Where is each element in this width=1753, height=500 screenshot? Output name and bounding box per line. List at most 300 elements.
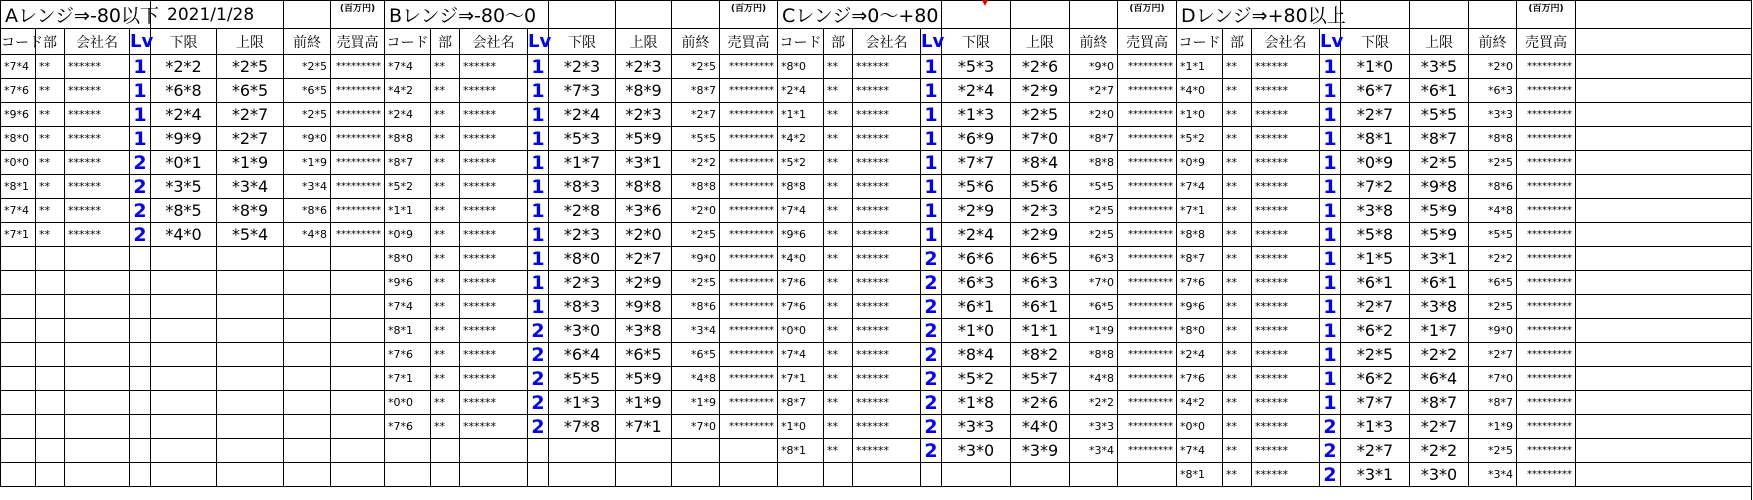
volume-cell[interactable]: *********: [1517, 439, 1576, 463]
company-name-cell[interactable]: ******: [853, 127, 921, 151]
prev-close-cell[interactable]: *4*8: [672, 367, 720, 391]
prev-close-cell[interactable]: *2*0: [1469, 55, 1517, 79]
bu-cell[interactable]: **: [36, 223, 65, 247]
company-name-cell[interactable]: [65, 247, 130, 271]
high-cell[interactable]: *3*0: [1410, 463, 1469, 487]
lv-cell[interactable]: 1: [1320, 127, 1341, 151]
volume-cell[interactable]: *********: [1118, 175, 1177, 199]
lv-cell[interactable]: 2: [921, 319, 942, 343]
high-cell[interactable]: *8*2: [1011, 343, 1070, 367]
code-cell[interactable]: [1, 343, 36, 367]
code-cell[interactable]: *2*4: [1177, 343, 1223, 367]
company-name-cell[interactable]: ******: [460, 151, 528, 175]
lv-cell[interactable]: 2: [1320, 463, 1341, 487]
lv-cell[interactable]: 1: [1320, 271, 1341, 295]
header-bu[interactable]: 部: [1223, 29, 1252, 55]
company-name-cell[interactable]: [65, 439, 130, 463]
low-cell[interactable]: *8*3: [549, 295, 616, 319]
code-cell[interactable]: *7*4: [385, 55, 431, 79]
volume-cell[interactable]: [1118, 463, 1177, 487]
company-name-cell[interactable]: [853, 463, 921, 487]
prev-close-cell[interactable]: *2*7: [1469, 343, 1517, 367]
prev-close-cell[interactable]: *8*8: [1469, 127, 1517, 151]
high-cell[interactable]: [616, 463, 672, 487]
volume-cell[interactable]: *********: [1118, 55, 1177, 79]
low-cell[interactable]: *2*8: [549, 199, 616, 223]
high-cell[interactable]: *1*7: [1410, 319, 1469, 343]
code-cell[interactable]: *0*0: [1, 151, 36, 175]
company-name-cell[interactable]: ******: [65, 223, 130, 247]
volume-cell[interactable]: *********: [720, 223, 778, 247]
volume-cell[interactable]: *********: [720, 295, 778, 319]
blank-cell[interactable]: [1576, 29, 1752, 55]
volume-cell[interactable]: [720, 463, 778, 487]
low-cell[interactable]: *1*5: [1341, 247, 1410, 271]
prev-close-cell[interactable]: *4*8: [1070, 367, 1118, 391]
code-cell[interactable]: [1, 391, 36, 415]
low-cell[interactable]: *7*2: [1341, 175, 1410, 199]
low-cell[interactable]: *1*0: [1341, 55, 1410, 79]
high-cell[interactable]: [217, 271, 284, 295]
prev-close-cell[interactable]: *1*9: [672, 391, 720, 415]
volume-cell[interactable]: *********: [720, 127, 778, 151]
bu-cell[interactable]: **: [36, 175, 65, 199]
bu-cell[interactable]: **: [1223, 271, 1252, 295]
lv-cell[interactable]: 1: [130, 103, 151, 127]
header-lv[interactable]: Lv: [921, 29, 942, 55]
bu-cell[interactable]: **: [36, 199, 65, 223]
low-cell[interactable]: *2*3: [549, 223, 616, 247]
bu-cell[interactable]: **: [431, 343, 460, 367]
prev-close-cell[interactable]: *2*0: [1070, 103, 1118, 127]
prev-close-cell[interactable]: *8*8: [1070, 151, 1118, 175]
prev-close-cell[interactable]: *7*0: [1070, 271, 1118, 295]
header-volume[interactable]: 売買高: [331, 29, 385, 55]
code-cell[interactable]: [1, 271, 36, 295]
header-low[interactable]: 下限: [549, 29, 616, 55]
company-name-cell[interactable]: ******: [65, 103, 130, 127]
volume-cell[interactable]: *********: [1517, 127, 1576, 151]
high-cell[interactable]: *2*7: [1410, 415, 1469, 439]
code-cell[interactable]: *7*6: [1, 79, 36, 103]
blank-cell[interactable]: [1576, 415, 1752, 439]
volume-cell[interactable]: *********: [331, 151, 385, 175]
lv-cell[interactable]: 2: [130, 199, 151, 223]
prev-close-cell[interactable]: *6*5: [284, 79, 331, 103]
prev-close-cell[interactable]: *1*9: [1070, 319, 1118, 343]
lv-cell[interactable]: 2: [921, 271, 942, 295]
prev-close-cell[interactable]: *8*7: [672, 79, 720, 103]
lv-cell[interactable]: 1: [528, 223, 549, 247]
volume-cell[interactable]: *********: [1118, 391, 1177, 415]
code-cell[interactable]: [1, 439, 36, 463]
volume-cell[interactable]: *********: [1118, 367, 1177, 391]
high-cell[interactable]: *8*9: [616, 79, 672, 103]
company-name-cell[interactable]: ******: [1252, 103, 1320, 127]
prev-close-cell[interactable]: *2*7: [1070, 79, 1118, 103]
blank-cell[interactable]: [1576, 79, 1752, 103]
header-prev-close[interactable]: 前終: [1070, 29, 1118, 55]
code-cell[interactable]: *1*0: [1177, 103, 1223, 127]
low-cell[interactable]: *5*5: [549, 367, 616, 391]
prev-close-cell[interactable]: *2*5: [1469, 295, 1517, 319]
code-cell[interactable]: *0*0: [385, 391, 431, 415]
volume-cell[interactable]: *********: [720, 271, 778, 295]
blank-cell[interactable]: [1410, 1, 1469, 29]
volume-cell[interactable]: [331, 463, 385, 487]
low-cell[interactable]: *2*4: [151, 103, 217, 127]
volume-cell[interactable]: *********: [1517, 151, 1576, 175]
code-cell[interactable]: *8*1: [1177, 463, 1223, 487]
volume-cell[interactable]: *********: [331, 175, 385, 199]
prev-close-cell[interactable]: *2*2: [1469, 247, 1517, 271]
code-cell[interactable]: *7*4: [778, 343, 824, 367]
prev-close-cell[interactable]: *7*0: [672, 415, 720, 439]
volume-cell[interactable]: *********: [720, 247, 778, 271]
code-cell[interactable]: *8*0: [1177, 319, 1223, 343]
lv-cell[interactable]: 2: [921, 295, 942, 319]
company-name-cell[interactable]: ******: [853, 415, 921, 439]
lv-cell[interactable]: 1: [1320, 319, 1341, 343]
prev-close-cell[interactable]: *5*5: [672, 127, 720, 151]
volume-cell[interactable]: *********: [1118, 343, 1177, 367]
company-name-cell[interactable]: [65, 391, 130, 415]
code-cell[interactable]: [385, 463, 431, 487]
lv-cell[interactable]: 1: [921, 223, 942, 247]
company-name-cell[interactable]: ******: [1252, 127, 1320, 151]
high-cell[interactable]: *2*7: [217, 103, 284, 127]
code-cell[interactable]: [385, 439, 431, 463]
lv-cell[interactable]: [130, 343, 151, 367]
company-name-cell[interactable]: ******: [460, 391, 528, 415]
blank-cell[interactable]: [1576, 175, 1752, 199]
volume-cell[interactable]: [331, 415, 385, 439]
prev-close-cell[interactable]: *2*5: [1469, 151, 1517, 175]
volume-cell[interactable]: *********: [1118, 127, 1177, 151]
code-cell[interactable]: *7*1: [778, 367, 824, 391]
volume-cell[interactable]: *********: [1517, 247, 1576, 271]
prev-close-cell[interactable]: *2*5: [672, 223, 720, 247]
blank-cell[interactable]: [672, 1, 720, 29]
company-name-cell[interactable]: ******: [1252, 55, 1320, 79]
code-cell[interactable]: *7*4: [385, 295, 431, 319]
low-cell[interactable]: [151, 391, 217, 415]
bu-cell[interactable]: **: [1223, 415, 1252, 439]
lv-cell[interactable]: [130, 271, 151, 295]
lv-cell[interactable]: 2: [921, 367, 942, 391]
low-cell[interactable]: *1*3: [1341, 415, 1410, 439]
bu-cell[interactable]: **: [824, 55, 853, 79]
volume-cell[interactable]: *********: [331, 103, 385, 127]
lv-cell[interactable]: [528, 439, 549, 463]
range-c-title[interactable]: Cレンジ⇒0～+80: [778, 1, 942, 29]
prev-close-cell[interactable]: *6*5: [1070, 295, 1118, 319]
blank-cell[interactable]: [1576, 343, 1752, 367]
code-cell[interactable]: *7*6: [385, 415, 431, 439]
header-bu[interactable]: 部: [824, 29, 853, 55]
prev-close-cell[interactable]: *8*7: [1070, 127, 1118, 151]
header-code[interactable]: コード: [1, 29, 36, 55]
code-cell[interactable]: [1, 415, 36, 439]
low-cell[interactable]: *1*7: [549, 151, 616, 175]
volume-cell[interactable]: *********: [720, 415, 778, 439]
lv-cell[interactable]: 1: [130, 127, 151, 151]
lv-cell[interactable]: 1: [1320, 367, 1341, 391]
code-cell[interactable]: *7*6: [778, 271, 824, 295]
lv-cell[interactable]: 2: [921, 439, 942, 463]
high-cell[interactable]: *2*5: [217, 55, 284, 79]
code-cell[interactable]: *2*4: [778, 79, 824, 103]
unit-label[interactable]: (百万円): [720, 1, 778, 29]
company-name-cell[interactable]: ******: [1252, 247, 1320, 271]
range-a-title[interactable]: Aレンジ⇒-80以下: [1, 1, 151, 29]
code-cell[interactable]: [1, 367, 36, 391]
low-cell[interactable]: *5*8: [1341, 223, 1410, 247]
code-cell[interactable]: [1, 319, 36, 343]
prev-close-cell[interactable]: *8*6: [1469, 175, 1517, 199]
bu-cell[interactable]: **: [431, 103, 460, 127]
high-cell[interactable]: [217, 343, 284, 367]
lv-cell[interactable]: 2: [130, 175, 151, 199]
code-cell[interactable]: *9*6: [385, 271, 431, 295]
range-d-title[interactable]: Dレンジ⇒+80以上: [1177, 1, 1341, 29]
volume-cell[interactable]: [331, 247, 385, 271]
lv-cell[interactable]: 1: [528, 79, 549, 103]
company-name-cell[interactable]: ******: [1252, 79, 1320, 103]
bu-cell[interactable]: **: [431, 175, 460, 199]
company-name-cell[interactable]: ******: [65, 151, 130, 175]
date-cell[interactable]: 2021/1/28: [151, 1, 284, 29]
lv-cell[interactable]: [130, 463, 151, 487]
blank-cell[interactable]: [616, 1, 672, 29]
prev-close-cell[interactable]: [284, 271, 331, 295]
lv-cell[interactable]: 1: [528, 199, 549, 223]
bu-cell[interactable]: **: [431, 319, 460, 343]
blank-cell[interactable]: [1576, 367, 1752, 391]
low-cell[interactable]: *3*0: [942, 439, 1011, 463]
code-cell[interactable]: *9*6: [1177, 295, 1223, 319]
prev-close-cell[interactable]: *8*8: [1070, 343, 1118, 367]
volume-cell[interactable]: *********: [1118, 199, 1177, 223]
range-b-title[interactable]: Bレンジ⇒-80～0: [385, 1, 549, 29]
lv-cell[interactable]: 1: [528, 295, 549, 319]
prev-close-cell[interactable]: *6*5: [672, 343, 720, 367]
lv-cell[interactable]: 1: [528, 271, 549, 295]
bu-cell[interactable]: **: [431, 199, 460, 223]
low-cell[interactable]: *2*7: [1341, 103, 1410, 127]
high-cell[interactable]: *5*4: [217, 223, 284, 247]
prev-close-cell[interactable]: *3*4: [284, 175, 331, 199]
lv-cell[interactable]: [528, 463, 549, 487]
prev-close-cell[interactable]: [284, 319, 331, 343]
volume-cell[interactable]: *********: [720, 151, 778, 175]
volume-cell[interactable]: *********: [1118, 247, 1177, 271]
bu-cell[interactable]: [36, 415, 65, 439]
volume-cell[interactable]: *********: [1517, 223, 1576, 247]
bu-cell[interactable]: [431, 463, 460, 487]
code-cell[interactable]: *8*7: [385, 151, 431, 175]
volume-cell[interactable]: *********: [331, 79, 385, 103]
company-name-cell[interactable]: ******: [460, 295, 528, 319]
low-cell[interactable]: *1*0: [942, 319, 1011, 343]
volume-cell[interactable]: *********: [720, 175, 778, 199]
company-name-cell[interactable]: ******: [460, 103, 528, 127]
high-cell[interactable]: *6*5: [217, 79, 284, 103]
blank-cell[interactable]: [1576, 223, 1752, 247]
volume-cell[interactable]: *********: [720, 343, 778, 367]
prev-close-cell[interactable]: *3*3: [1070, 415, 1118, 439]
low-cell[interactable]: *1*8: [942, 391, 1011, 415]
company-name-cell[interactable]: ******: [460, 175, 528, 199]
high-cell[interactable]: *5*9: [1410, 199, 1469, 223]
company-name-cell[interactable]: ******: [853, 247, 921, 271]
high-cell[interactable]: *3*6: [616, 199, 672, 223]
low-cell[interactable]: *2*5: [1341, 343, 1410, 367]
bu-cell[interactable]: **: [431, 127, 460, 151]
company-name-cell[interactable]: [65, 367, 130, 391]
header-high[interactable]: 上限: [1011, 29, 1070, 55]
lv-cell[interactable]: [130, 319, 151, 343]
lv-cell[interactable]: 1: [528, 103, 549, 127]
low-cell[interactable]: *8*4: [942, 343, 1011, 367]
volume-cell[interactable]: *********: [331, 199, 385, 223]
low-cell[interactable]: *0*1: [151, 151, 217, 175]
bu-cell[interactable]: **: [1223, 367, 1252, 391]
header-high[interactable]: 上限: [217, 29, 284, 55]
volume-cell[interactable]: *********: [1517, 295, 1576, 319]
code-cell[interactable]: *8*1: [778, 439, 824, 463]
lv-cell[interactable]: 1: [921, 151, 942, 175]
prev-close-cell[interactable]: *3*4: [1070, 439, 1118, 463]
company-name-cell[interactable]: ******: [460, 343, 528, 367]
bu-cell[interactable]: **: [1223, 55, 1252, 79]
lv-cell[interactable]: 2: [921, 343, 942, 367]
bu-cell[interactable]: **: [431, 151, 460, 175]
low-cell[interactable]: *3*0: [549, 319, 616, 343]
high-cell[interactable]: [217, 391, 284, 415]
low-cell[interactable]: *2*4: [549, 103, 616, 127]
bu-cell[interactable]: **: [431, 79, 460, 103]
blank-cell[interactable]: [1576, 199, 1752, 223]
prev-close-cell[interactable]: *8*7: [1469, 391, 1517, 415]
prev-close-cell[interactable]: [284, 247, 331, 271]
lv-cell[interactable]: 1: [921, 103, 942, 127]
prev-close-cell[interactable]: *3*3: [1469, 103, 1517, 127]
high-cell[interactable]: *1*1: [1011, 319, 1070, 343]
company-name-cell[interactable]: ******: [853, 439, 921, 463]
low-cell[interactable]: *8*1: [1341, 127, 1410, 151]
header-low[interactable]: 下限: [942, 29, 1011, 55]
low-cell[interactable]: [151, 415, 217, 439]
lv-cell[interactable]: [130, 247, 151, 271]
prev-close-cell[interactable]: *6*5: [1469, 271, 1517, 295]
company-name-cell[interactable]: ******: [853, 151, 921, 175]
bu-cell[interactable]: [824, 463, 853, 487]
lv-cell[interactable]: 2: [921, 415, 942, 439]
lv-cell[interactable]: 1: [528, 151, 549, 175]
lv-cell[interactable]: 1: [1320, 103, 1341, 127]
header-bu[interactable]: 部: [36, 29, 65, 55]
low-cell[interactable]: [151, 463, 217, 487]
header-code[interactable]: コード: [1177, 29, 1223, 55]
code-cell[interactable]: *8*0: [385, 247, 431, 271]
company-name-cell[interactable]: [65, 271, 130, 295]
high-cell[interactable]: [217, 463, 284, 487]
bu-cell[interactable]: **: [1223, 103, 1252, 127]
low-cell[interactable]: *6*3: [942, 271, 1011, 295]
lv-cell[interactable]: 2: [528, 319, 549, 343]
high-cell[interactable]: *8*8: [616, 175, 672, 199]
header-prev-close[interactable]: 前終: [672, 29, 720, 55]
prev-close-cell[interactable]: [284, 415, 331, 439]
volume-cell[interactable]: [331, 343, 385, 367]
low-cell[interactable]: *3*5: [151, 175, 217, 199]
lv-cell[interactable]: 1: [528, 55, 549, 79]
code-cell[interactable]: *8*8: [1177, 223, 1223, 247]
company-name-cell[interactable]: ******: [1252, 151, 1320, 175]
low-cell[interactable]: [549, 439, 616, 463]
bu-cell[interactable]: **: [1223, 319, 1252, 343]
prev-close-cell[interactable]: *8*8: [672, 175, 720, 199]
prev-close-cell[interactable]: *2*2: [1070, 391, 1118, 415]
volume-cell[interactable]: *********: [720, 391, 778, 415]
low-cell[interactable]: *2*2: [151, 55, 217, 79]
volume-cell[interactable]: *********: [1517, 55, 1576, 79]
company-name-cell[interactable]: ******: [65, 79, 130, 103]
low-cell[interactable]: *6*1: [942, 295, 1011, 319]
company-name-cell[interactable]: ******: [65, 55, 130, 79]
high-cell[interactable]: *3*8: [616, 319, 672, 343]
code-cell[interactable]: *8*8: [385, 127, 431, 151]
company-name-cell[interactable]: ******: [853, 319, 921, 343]
code-cell[interactable]: *4*0: [1177, 79, 1223, 103]
lv-cell[interactable]: [130, 415, 151, 439]
high-cell[interactable]: *3*5: [1410, 55, 1469, 79]
high-cell[interactable]: *6*5: [1011, 247, 1070, 271]
bu-cell[interactable]: **: [824, 391, 853, 415]
lv-cell[interactable]: 1: [130, 55, 151, 79]
volume-cell[interactable]: [720, 439, 778, 463]
high-cell[interactable]: *3*9: [1011, 439, 1070, 463]
prev-close-cell[interactable]: *6*3: [1469, 79, 1517, 103]
volume-cell[interactable]: [331, 391, 385, 415]
high-cell[interactable]: *2*3: [1011, 199, 1070, 223]
code-cell[interactable]: *7*4: [1177, 175, 1223, 199]
bu-cell[interactable]: **: [824, 79, 853, 103]
volume-cell[interactable]: *********: [1517, 463, 1576, 487]
company-name-cell[interactable]: ******: [853, 271, 921, 295]
blank-cell[interactable]: [1576, 55, 1752, 79]
company-name-cell[interactable]: [460, 463, 528, 487]
high-cell[interactable]: *2*7: [217, 127, 284, 151]
lv-cell[interactable]: 2: [528, 391, 549, 415]
volume-cell[interactable]: *********: [331, 55, 385, 79]
low-cell[interactable]: *6*9: [942, 127, 1011, 151]
company-name-cell[interactable]: ******: [853, 343, 921, 367]
lv-cell[interactable]: 1: [921, 55, 942, 79]
high-cell[interactable]: [217, 295, 284, 319]
code-cell[interactable]: *7*6: [1177, 271, 1223, 295]
code-cell[interactable]: *7*6: [778, 295, 824, 319]
high-cell[interactable]: *2*7: [616, 247, 672, 271]
bu-cell[interactable]: **: [36, 103, 65, 127]
high-cell[interactable]: *3*8: [1410, 295, 1469, 319]
bu-cell[interactable]: **: [824, 199, 853, 223]
company-name-cell[interactable]: ******: [1252, 367, 1320, 391]
lv-cell[interactable]: 2: [1320, 439, 1341, 463]
blank-cell[interactable]: [1070, 1, 1118, 29]
code-cell[interactable]: [1, 247, 36, 271]
